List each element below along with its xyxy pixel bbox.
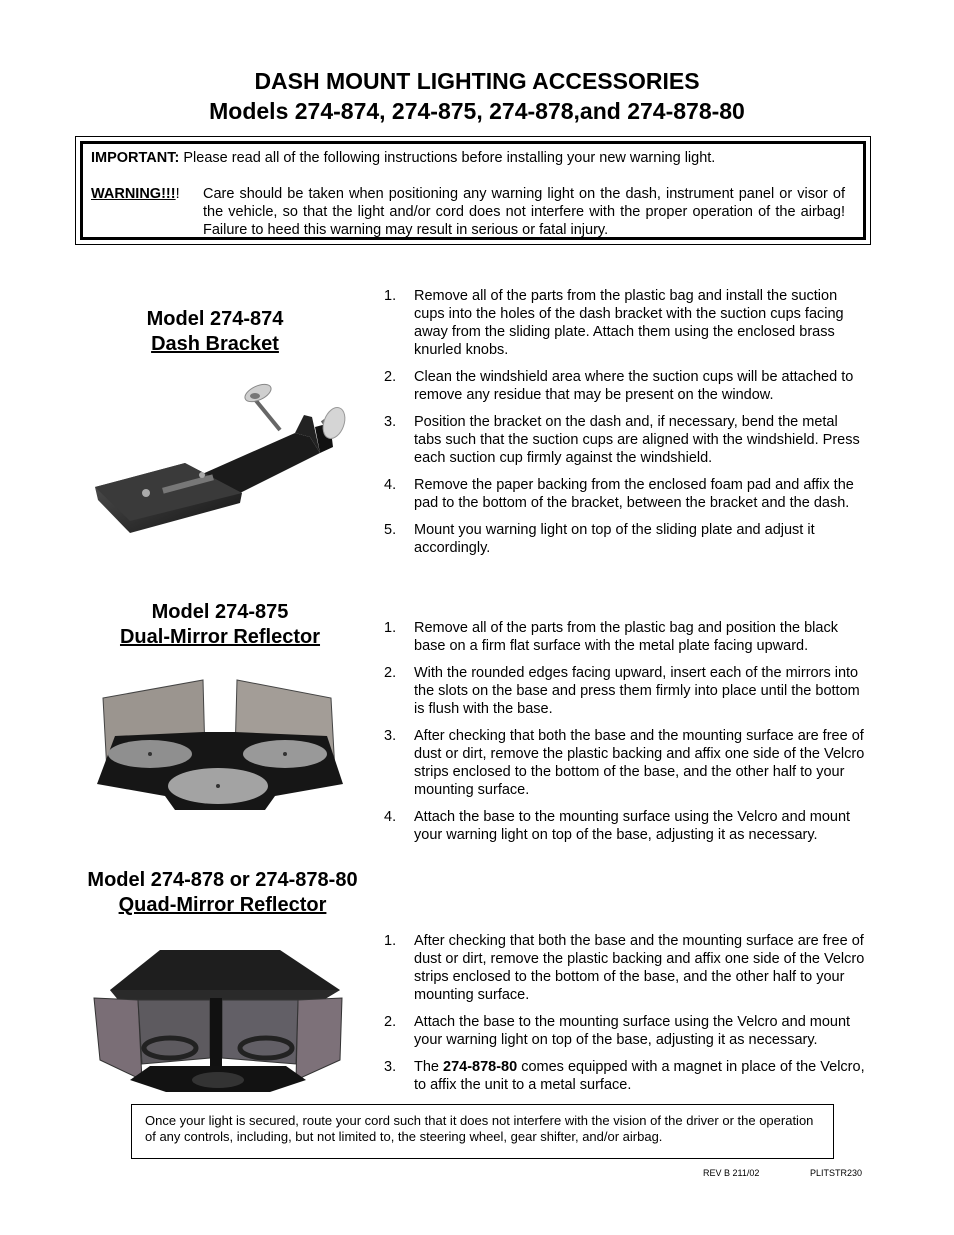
step-item: 2. Attach the base to the mounting surface using the Velcro and mount your warning light on top of the base, adjusting it as necessary. [384, 1014, 851, 1048]
step-item: 5. Mount you warning light on top of the sliding plate and adjust it accordingly. [384, 522, 815, 556]
quad-mirror-reflector-image [90, 940, 350, 1095]
step-item: 3. The 274-878-80 comes equipped with a magnet in place of the Velcro, to affix the unit to a metal surface. [384, 1059, 865, 1093]
model-274-878-steps [384, 932, 868, 1103]
model-274-878-80-ref: 274-878-80 [443, 1059, 518, 1075]
page-subtitle: Models 274-874, 274-875, 274-878,and 274-878-80 [209, 98, 745, 124]
cord-routing-note: Once your light is secured, route your cord such that it does not interfere with the vision of the driver or the operation of any controls, including, but not limited to, the steering wheel, gear shifter, and/or airbag. [131, 1104, 834, 1159]
step-item: 1. After checking that both the base and the mounting surface are free of dust or dirt, remove the plastic backing and affix one side of the Velcro strips enclosed to the bottom of the base, and the other half to your mounting surface. [384, 933, 865, 1003]
page-title: DASH MOUNT LIGHTING ACCESSORIES [254, 68, 700, 94]
part-code: PLITSTR230 [810, 1168, 863, 1178]
step-item: 3. After checking that both the base and the mounting surface are free of dust or dirt, remove the plastic backing and affix one side of the Velcro strips enclosed to the bottom of the base, and the other half to your mounting surface. [384, 728, 865, 798]
model-274-874-steps [384, 287, 868, 566]
step-item: 2. With the rounded edges facing upward, insert each of the mirrors into the slots on the base and press them firmly into place until the bottom is flush with the base. [384, 665, 860, 717]
model-274-875-heading [90, 600, 350, 650]
important-notice-box [75, 136, 871, 245]
model-number: Model 274-878 or 274-878-80 [87, 869, 358, 891]
step-item: 1. Remove all of the parts from the plastic bag and position the black base on a firm flat surface with the metal plate facing upward. [384, 620, 838, 654]
step-item: 2. Clean the windshield area where the suction cups will be attached to remove any residue that may be present on the window. [384, 369, 854, 403]
model-274-874-heading [100, 307, 330, 357]
step-item: 1. Remove all of the parts from the plastic bag and install the suction cups into the holes of the dash bracket with the suction cups facing away from the sliding plate. Attach them using the enclosed brass knurled knobs. [384, 288, 844, 358]
revision-code: REV B 211/02 [703, 1168, 760, 1178]
model-name: Quad-Mirror Reflector [118, 894, 327, 916]
warning-label: WARNING!!! [91, 186, 176, 202]
model-number: Model 274-874 [146, 308, 284, 330]
model-274-878-heading [70, 868, 375, 918]
model-name: Dash Bracket [151, 333, 279, 355]
important-label: IMPORTANT: [91, 150, 180, 166]
warning-suffix: ! [175, 186, 180, 202]
important-notice-inner [80, 141, 866, 240]
dash-bracket-image [90, 375, 350, 540]
warning-label-wrap [91, 185, 180, 203]
step-item: 4. Remove the paper backing from the enclosed foam pad and affix the pad to the bottom of the bracket, between the bracket and the dash. [384, 477, 854, 511]
step-item: 3. Position the bracket on the dash and, if necessary, bend the metal tabs such that the suction cups are aligned with the windshield. Press each suction cup firmly against the windshield. [384, 414, 860, 466]
dual-mirror-reflector-image [95, 676, 345, 816]
warning-text: Care should be taken when positioning any warning light on the dash, instrument panel or visor of the vehicle, so that the light and/or cord does not interfere with the proper operation of the airbag! Failure to heed this warning may result in serious or fatal injury. [203, 186, 845, 238]
important-line [91, 149, 851, 167]
model-name: Dual-Mirror Reflector [119, 626, 321, 648]
step-item: 4. Attach the base to the mounting surface using the Velcro and mount your warning light on top of the base, adjusting it as necessary. [384, 809, 851, 843]
model-number: Model 274-875 [151, 601, 289, 623]
model-274-875-steps [384, 619, 868, 853]
important-text: Please read all of the following instructions before installing your new warning light. [183, 150, 716, 166]
